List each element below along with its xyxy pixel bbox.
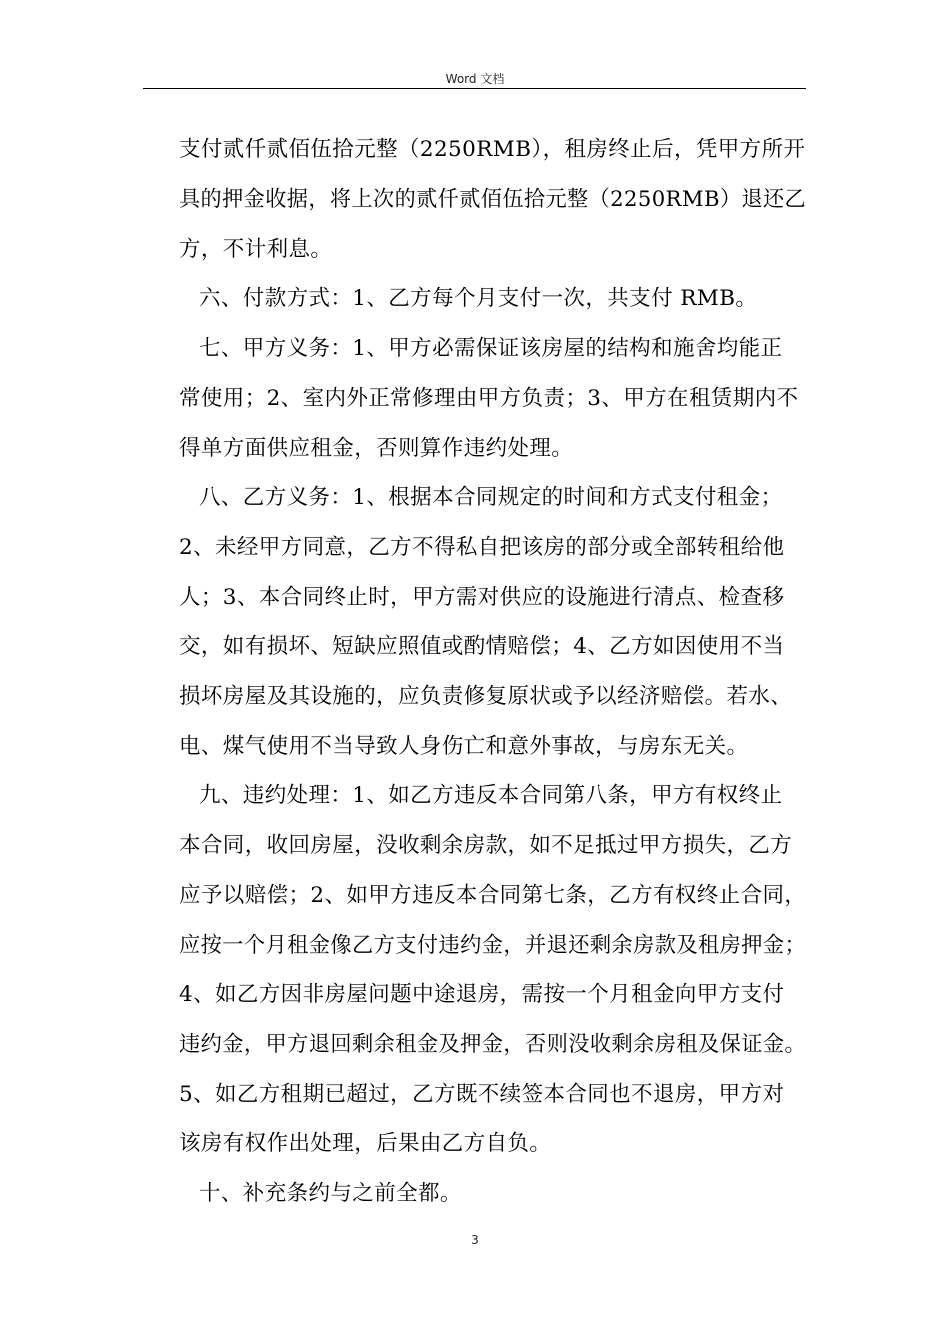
body-line: 损坏房屋及其设施的，应负责修复原状或予以经济赔偿。若水、 (179, 684, 793, 709)
body-line: 2、未经甲方同意，乙方不得私自把该房的部分或全部转租给他 (179, 535, 785, 560)
body-line: 本合同，收回房屋，没收剩余房款，如不足抵过甲方损失，乙方 (179, 833, 793, 858)
body-line: 电、煤气使用不当导致人身伤亡和意外事故，与房东无关。 (179, 734, 749, 759)
body-line: 七、甲方义务：1、甲方必需保证该房屋的结构和施舍均能正 (199, 336, 783, 361)
body-line: 应按一个月租金像乙方支付违约金，并退还剩余房款及租房押金； (179, 933, 807, 958)
page-number: 3 (471, 1233, 479, 1247)
body-line: 5、如乙方租期已超过，乙方既不续签本合同也不退房，甲方对 (179, 1082, 785, 1107)
body-line: 八、乙方义务：1、根据本合同规定的时间和方式支付租金； (199, 485, 783, 510)
body-line: 十、补充条约与之前全都。 (199, 1181, 462, 1206)
body-line: 六、付款方式：1、乙方每个月支付一次，共支付 RMB。 (199, 286, 758, 311)
body-line: 人；3、本合同终止时，甲方需对供应的设施进行清点、检查移 (179, 585, 785, 610)
body-line: 交，如有损坏、短缺应照值或酌情赔偿；4、乙方如因使用不当 (179, 634, 785, 659)
body-line: 4、如乙方因非房屋问题中途退房，需按一个月租金向甲方支付 (179, 982, 785, 1007)
body-line: 九、违约处理：1、如乙方违反本合同第八条，甲方有权终止 (199, 783, 783, 808)
page-header: Word 文档 (445, 72, 505, 86)
header-divider (143, 88, 806, 89)
body-line: 支付贰仟贰佰伍拾元整（2250RMB），租房终止后，凭甲方所开 (179, 137, 806, 162)
body-line: 具的押金收据，将上次的贰仟贰佰伍拾元整（2250RMB）退还乙 (179, 187, 807, 212)
body-line: 得单方面供应租金，否则算作违约处理。 (179, 436, 574, 461)
body-line: 违约金，甲方退回剩余租金及押金，否则没收剩余房租及保证金。 (179, 1032, 807, 1057)
body-line: 应予以赔偿；2、如甲方违反本合同第七条，乙方有权终止合同， (179, 883, 807, 908)
body-line: 常使用；2、室内外正常修理由甲方负责；3、甲方在租赁期内不 (179, 386, 799, 411)
body-line: 该房有权作出处理，后果由乙方自负。 (179, 1131, 552, 1156)
body-line: 方，不计利息。 (179, 237, 333, 262)
